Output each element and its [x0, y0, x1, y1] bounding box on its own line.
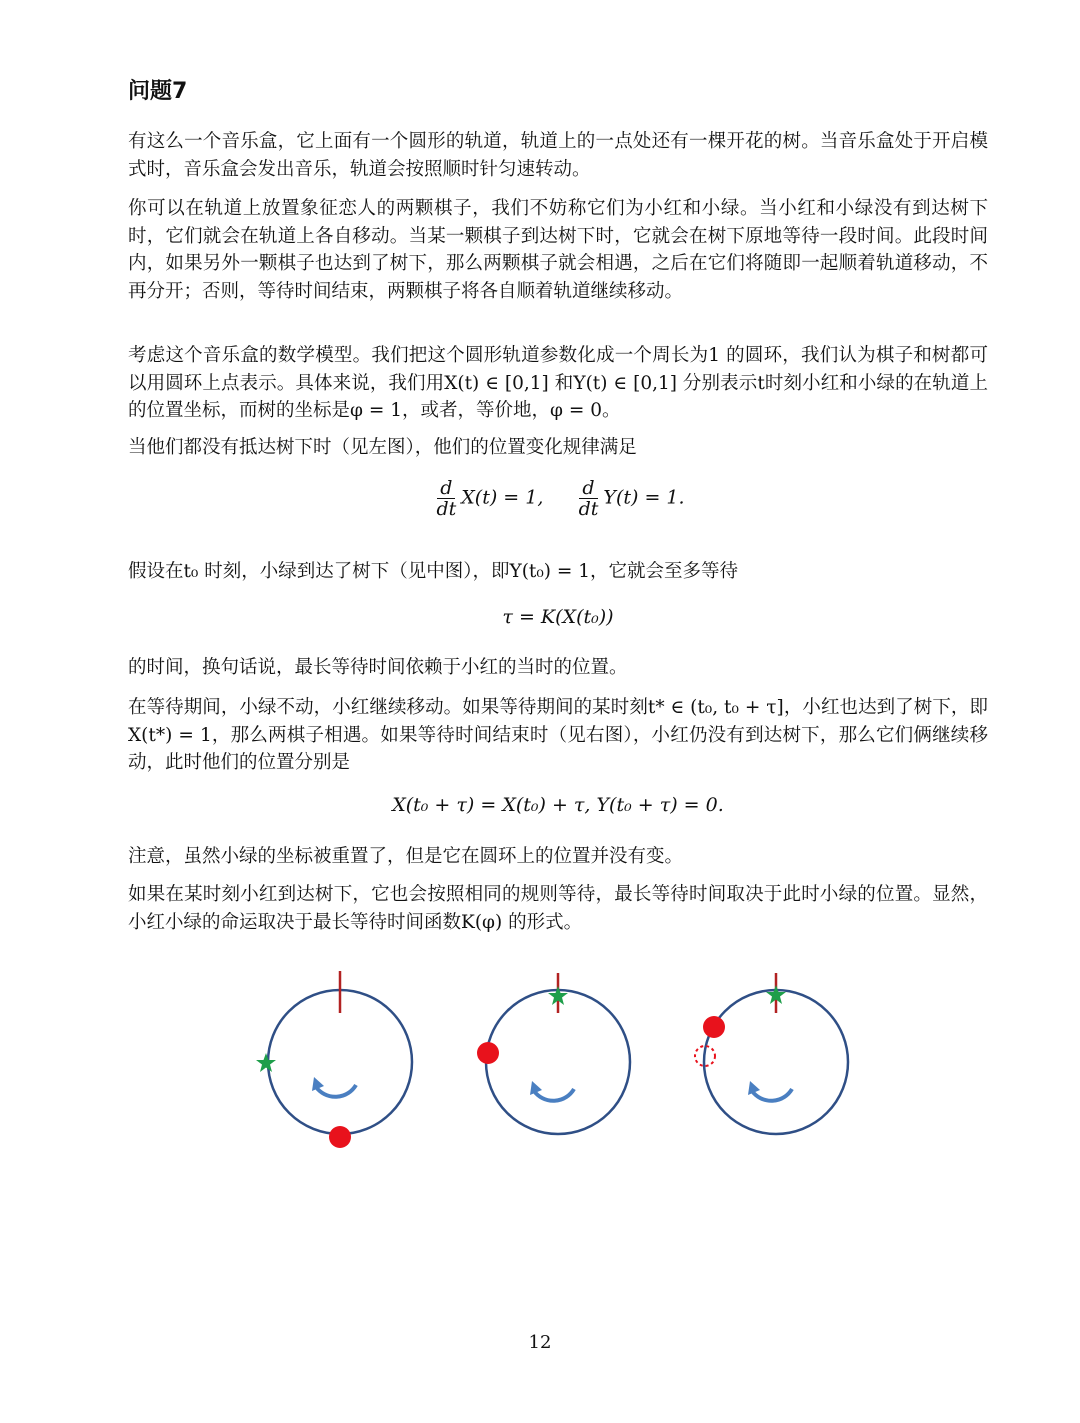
- equation-x: X(t) = 1,: [461, 486, 544, 509]
- paragraph-model: 考虑这个音乐盒的数学模型。我们把这个圆形轨道参数化成一个周长为1 的圆环，我们认为棋子和树都可以用圆环上点表示。具体来说，我们用X(t) ∈ [0,1] 和Y(t) ∈ [0,1] 分别表示t时刻小红和小绿的在轨道上的位置坐标，而树的坐标是φ = 1，或者，等价地，φ = 0。: [128, 345, 988, 421]
- derivative-fraction: $\frac{d}{dt}$: [436, 477, 457, 520]
- equation-y: Y(t) = 1.: [603, 486, 685, 509]
- equation-wait-time: τ = K(X(t₀)): [502, 606, 614, 628]
- figure-middle-panel: [477, 973, 630, 1134]
- red-piece: [329, 1126, 351, 1148]
- equation-velocity: [128, 478, 988, 519]
- red-piece: [703, 1016, 725, 1038]
- paragraph-conclusion: 如果在某时刻小红到达树下，它也会按照相同的规则等待，最长等待时间取决于此时小绿的位置。显然，小红小绿的命运取决于最长等待时间函数K(φ) 的形式。: [128, 884, 988, 933]
- problem-title: 问题7: [128, 79, 188, 104]
- paragraph-before-tree: 当他们都没有抵达树下时（见左图），他们的位置变化规律满足: [128, 437, 637, 458]
- paragraph-wait-depends: 的时间，换句话说，最长等待时间依赖于小红的当时的位置。: [128, 657, 628, 678]
- figure-left-panel: [256, 971, 412, 1148]
- paragraph-intro: 有这么一个音乐盒，它上面有一个圆形的轨道，轨道上的一点处还有一棵开花的树。当音乐盒处于开启模式时，音乐盒会发出音乐，轨道会按照顺时针匀速转动。: [128, 131, 988, 180]
- paragraph-note: 注意，虽然小绿的坐标被重置了，但是它在圆环上的位置并没有变。: [128, 846, 684, 867]
- paragraph-waiting: 在等待期间，小绿不动，小红继续移动。如果等待期间的某时刻t* ∈ (t₀, t₀ + τ]，小红也达到了树下，即X(t*) = 1，那么两棋子相遇。如果等待时间结束时（见右图），小红仍没有到达树下，那么它们俩继续移动，此时他们的位置分别是: [128, 697, 988, 773]
- paragraph-green-arrives: 假设在t₀ 时刻，小绿到达了树下（见中图），即Y(t₀) = 1，它就会至多等待: [128, 561, 739, 582]
- paragraph-pieces: 你可以在轨道上放置象征恋人的两颗棋子，我们不妨称它们为小红和小绿。当小红和小绿没有到达树下时，它们就会在轨道上各自移动。当某一颗棋子到达树下时，它就会在树下原地等待一段时间。此段时间内，如果另外一颗棋子也达到了树下，那么两颗棋子就会相遇，之后在它们将随即一起顺着轨道移动，不再分开；否则，等待时间结束，两颗棋子将各自顺着轨道继续移动。: [128, 198, 988, 302]
- page-number: 12: [528, 1332, 552, 1353]
- music-box-figure: [238, 965, 850, 1165]
- derivative-fraction: $\frac{d}{dt}$: [578, 477, 599, 520]
- red-piece: [477, 1042, 499, 1064]
- equation-reset: X(t₀ + τ) = X(t₀) + τ, Y(t₀ + τ) = 0.: [392, 794, 724, 816]
- green-piece-star-icon: [256, 1053, 276, 1072]
- figure-right-panel: [695, 973, 848, 1134]
